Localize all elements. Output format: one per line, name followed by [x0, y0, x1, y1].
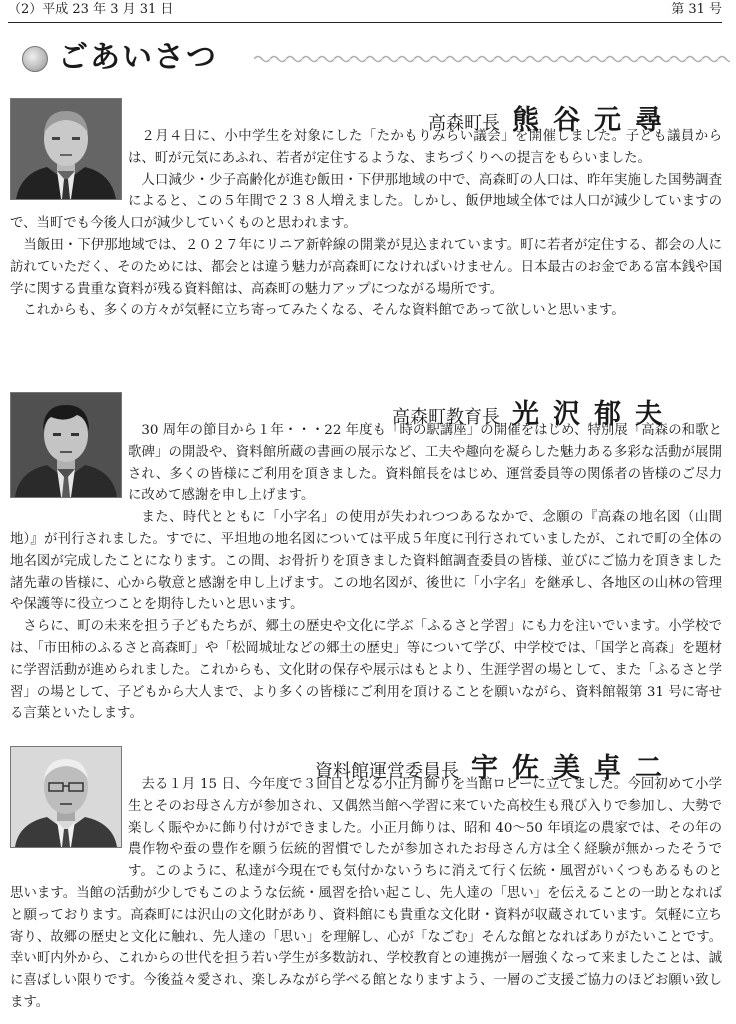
paragraph: 当飯田・下伊那地域では、２０２７年にリニア新幹線の開業が見込まれています。町に若者が定住する、都会の人に訪れていただく、そのためには、都会とは違う魅力が高森町になければいけません。日本最古のお金である富本銭や国学に関する貴重な資料が残る資料館は、高森町の魅力アップにつながる場所です。 — [10, 237, 722, 297]
role-title: 資料館運営委員長 — [315, 761, 459, 782]
paragraph: 人口減少・少子高齢化が進む飯田・下伊那地域の中で、高森町の人口は、昨年実施した国勢調査によると、この５年間で２３８人増えました。しかし、飯伊地域全体では人口が減少していますので、当町でも今後人口が減少していくものと思われます。 — [10, 172, 722, 232]
role-title: 高森町教育長 — [392, 407, 500, 428]
paragraph: 去る１月 15 日、今年度で３回目となる小正月飾りを当館ロビーに立てました。今回初めて小学生とそのお母さん方が参加され、又偶然当館へ学習に来ていた高校生も飛び入りで参加し、大勢で楽しく賑やかに飾り付けができました。小正月飾りは、昭和 40〜50 年頃迄の農家では、その年の農作物や蚕の豊作を願う伝統的習慣でしたが参加されたお母さん方は全く経験が無かったそうです。このように、私達が今現在でも気付かないうちに消えて行く伝統・風習がいくつもあるものと思います。当館の活動が少しでもこのような伝統・風習を拾い起こし、先人達の「思い」を伝えることの一助となればと願っております。高森町には沢山の文化財があり、資料館にも貴重な文化財・資料が収蔵されています。気軽に立ち寄り、故郷の歴史と文化に触れ、先人達の「思い」を理解し、心が「なごむ」そんな館となればありがたいことです。幸い町内外から、これからの世代を担う若い学生が多数訪れ、学校教育との連携が一層強くなって来ましたことは、誠に喜ばしい限りです。今後益々愛され、楽しみながら学べる館となりますよう、一層のご支援ご協力のほどお願い致します。 — [10, 777, 722, 1010]
paragraph: また、時代とともに「小字名」の使用が失われつつあるなかで、念願の『高森の地名図（山間地）』が刊行されました。すでに、平坦地の地名図については平成５年度に刊行されていましたが、これで町の全体の地名図が完成したことになります。この間、お骨折りを頂きました資料館調査委員の皆様、並びにご協力を頂きました諸先輩の皆様に、心から敬意と感謝を申し上げます。この地名図が、後世に「小字名」を継承し、各地区の山林の管理や保護等に役立つことを期待したいと思います。 — [10, 510, 722, 613]
title-row — [18, 38, 718, 78]
issue-number: 第 31 号 — [671, 2, 722, 17]
title-ornament — [254, 54, 730, 64]
greeting-text — [10, 126, 722, 322]
greeting-committee-chair — [10, 744, 722, 1024]
role-title: 高森町長 — [428, 113, 500, 134]
page-header — [8, 0, 722, 23]
paragraph: ２月４日に、小中学生を対象にした「たかもりみらい議会」を開催しました。子ども議員からは、町が元気にあふれ、若者が定住するような、まちづくりへの提言をもらいました。 — [128, 129, 722, 166]
page-title: ごあいさつ — [58, 40, 218, 75]
greeting-text — [10, 774, 722, 1014]
greeting-mayor — [10, 96, 722, 364]
person-name: 熊谷元尋 — [512, 105, 676, 136]
bullet-circle-icon — [22, 46, 48, 72]
issue-date: （2）平成 23 年 3 月 31 日 — [8, 2, 174, 17]
greeting-text — [10, 420, 722, 725]
paragraph: さらに、町の未来を担う子どもたちが、郷土の歴史や文化に学ぶ「ふるさと学習」にも力を注いでいます。小学校では、「市田柿のふるさと高森町」や「松岡城址などの郷土の歴史」等について学び、中学校では、「国学と高森」を題材に学習活動が進められました。これからも、文化財の保存や展示はもとより、生涯学習の場として、また「ふるさと学習」の場として、子どもから大人まで、より多くの皆様にご利用を頂けることを願いながら、資料館報第 31 号に寄せる言葉といたします。 — [10, 619, 722, 722]
person-name: 宇佐美卓二 — [471, 753, 676, 784]
paragraph: 30 周年の節目から１年・・・22 年度も「時の駅講座」の開催をはじめ、特別展「高森の和歌と歌碑」の開設や、資料館所蔵の書画の展示など、工夫や趣向を凝らした魅力ある多彩な活動が展開され、多くの皆様にご利用を頂きました。資料館長をはじめ、運営委員等の関係者の皆様のご尽力に改めて感謝を申し上げます。 — [128, 423, 722, 504]
greeting-superintendent — [10, 390, 722, 720]
paragraph: これからも、多くの方々が気軽に立ち寄ってみたくなる、そんな資料館であって欲しいと思います。 — [23, 303, 625, 319]
person-name: 光沢郁夫 — [512, 399, 676, 430]
